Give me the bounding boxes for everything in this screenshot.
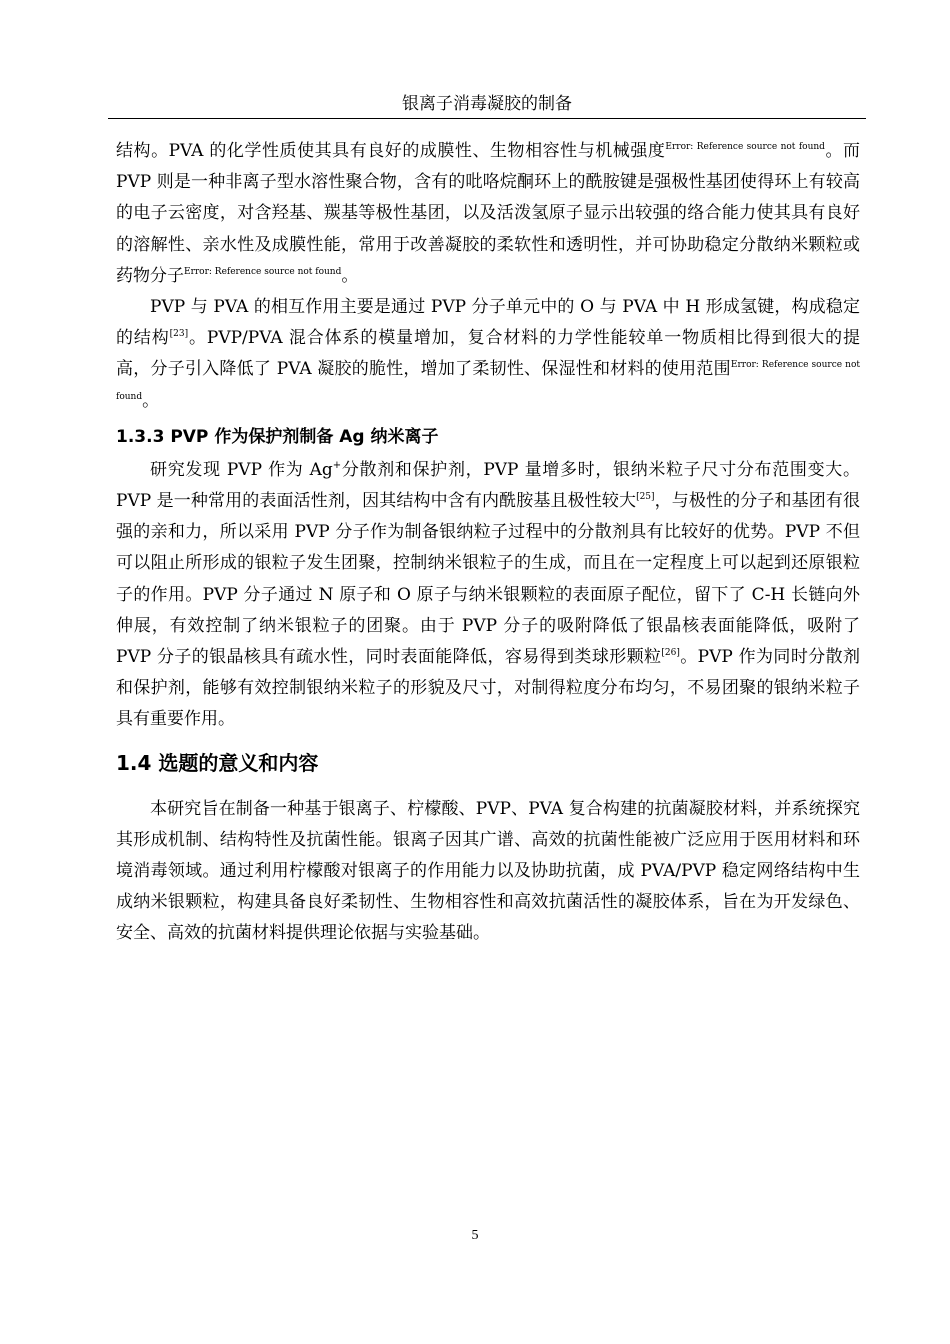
paragraph-text: 研究发现 PVP 作为 Ag — [150, 459, 333, 480]
citation: [26] — [661, 648, 680, 659]
citation: [25] — [636, 492, 655, 503]
paragraph-text: 结构。PVA 的化学性质使其具有良好的成膜性、生物相容性与机械强度 — [116, 141, 666, 161]
paragraph-text: 。 — [142, 390, 160, 411]
paragraph-text: 。PVP/PVA 混合体系的模量增加，复合材料的力学性能较单一物质相比得到很大的提高，分子引入降低了 PVA 凝胶的脆性，增加了柔韧性、保湿性和材料的使用范围 — [116, 328, 861, 380]
body-text — [116, 136, 860, 950]
superscript: + — [332, 459, 342, 471]
paragraph-text: 。而 PVP 则是一种非离子型水溶性聚合物，含有的吡咯烷酮环上的酰胺键是强极性基团使得环上有较高的电子云密度，对含羟基、羰基等极性基团，以及活泼氢原子显示出较强的络合能力使其具有良好的溶解性、亲水性及成膜性能，常用于改善凝胶的柔软性和透明性，并可协助稳定分散纳米颗粒或药物分子 — [116, 141, 860, 286]
section-heading-1-3-3: 1.3.3 PVP 作为保护剂制备 Ag 纳米离子 — [116, 426, 439, 447]
paragraph-pva-pvp-properties — [116, 136, 860, 292]
paragraph-pvp-pva-interaction — [116, 292, 860, 417]
paragraph-text: 分散剂和保护剂，PVP 量增多时，银纳米粒子尺寸分布范围变大。PVP 是一种常用的表面活性剂，因其结构中含有内酰胺基且极性较大 — [116, 459, 860, 512]
running-header: 银离子消毒凝胶的制备 — [108, 92, 866, 119]
page-number: 5 — [471, 1228, 479, 1243]
reference-error: Error: Reference source not found — [116, 360, 860, 402]
paragraph-text: PVP 与 PVA 的相互作用主要是通过 PVP 分子单元中的 O 与 PVA 中 H 形成氢键，构成稳定的结构 — [116, 297, 860, 349]
paragraph-text: 。 — [341, 265, 359, 286]
paragraph-pvp-protective-agent — [116, 455, 860, 736]
citation: [23] — [169, 329, 189, 340]
paragraph-research-purpose: 本研究旨在制备一种基于银离子、柠檬酸、PVP、PVA 复合构建的抗菌凝胶材料，并系统探究其形成机制、结构特性及抗菌性能。银离子因其广谱、高效的抗菌性能被广泛应用于医用材料和环境消毒领域。通过利用柠檬酸对银离子的作用能力以及协助抗菌，成 PVA/PVP 稳定网络结构中生成纳米银颗粒，构建具备良好柔韧性、生物相容性和高效抗菌活性的凝胶体系，旨在为开发绿色、安全、高效的抗菌材料提供理论依据与实验基础。 — [116, 798, 860, 944]
reference-error: Error: Reference source not found — [665, 142, 825, 152]
paragraph-text: ，与极性的分子和基团有很强的亲和力，所以采用 PVP 分子作为制备银纳粒子过程中的分散剂具有比较好的优势。PVP 不但可以阻止所形成的银粒子发生团聚，控制纳米银粒子的生成，而且在一定程度上可以起到还原银粒子的作用。PVP 分子通过 N 原子和 O 原子与纳米银颗粒的表面原子配位，留下了 C-H 长链向外伸展，有效控制了纳米银粒子的团聚。由于 PVP 分子的吸附降低了银晶核表面能降低，吸附了 PVP 分子的银晶核具有疏水性，同时表面能降低，容易得到类球形颗粒 — [116, 491, 860, 668]
reference-error: Error: Reference source not found — [184, 266, 342, 277]
paragraph-text: 。PVP 作为同时分散剂和保护剂，能够有效控制银纳米粒子的形貌及尺寸，对制得粒度分布均匀，不易团聚的银纳米粒子具有重要作用。 — [116, 647, 860, 730]
section-heading-1-4: 1.4 选题的意义和内容 — [116, 750, 319, 775]
